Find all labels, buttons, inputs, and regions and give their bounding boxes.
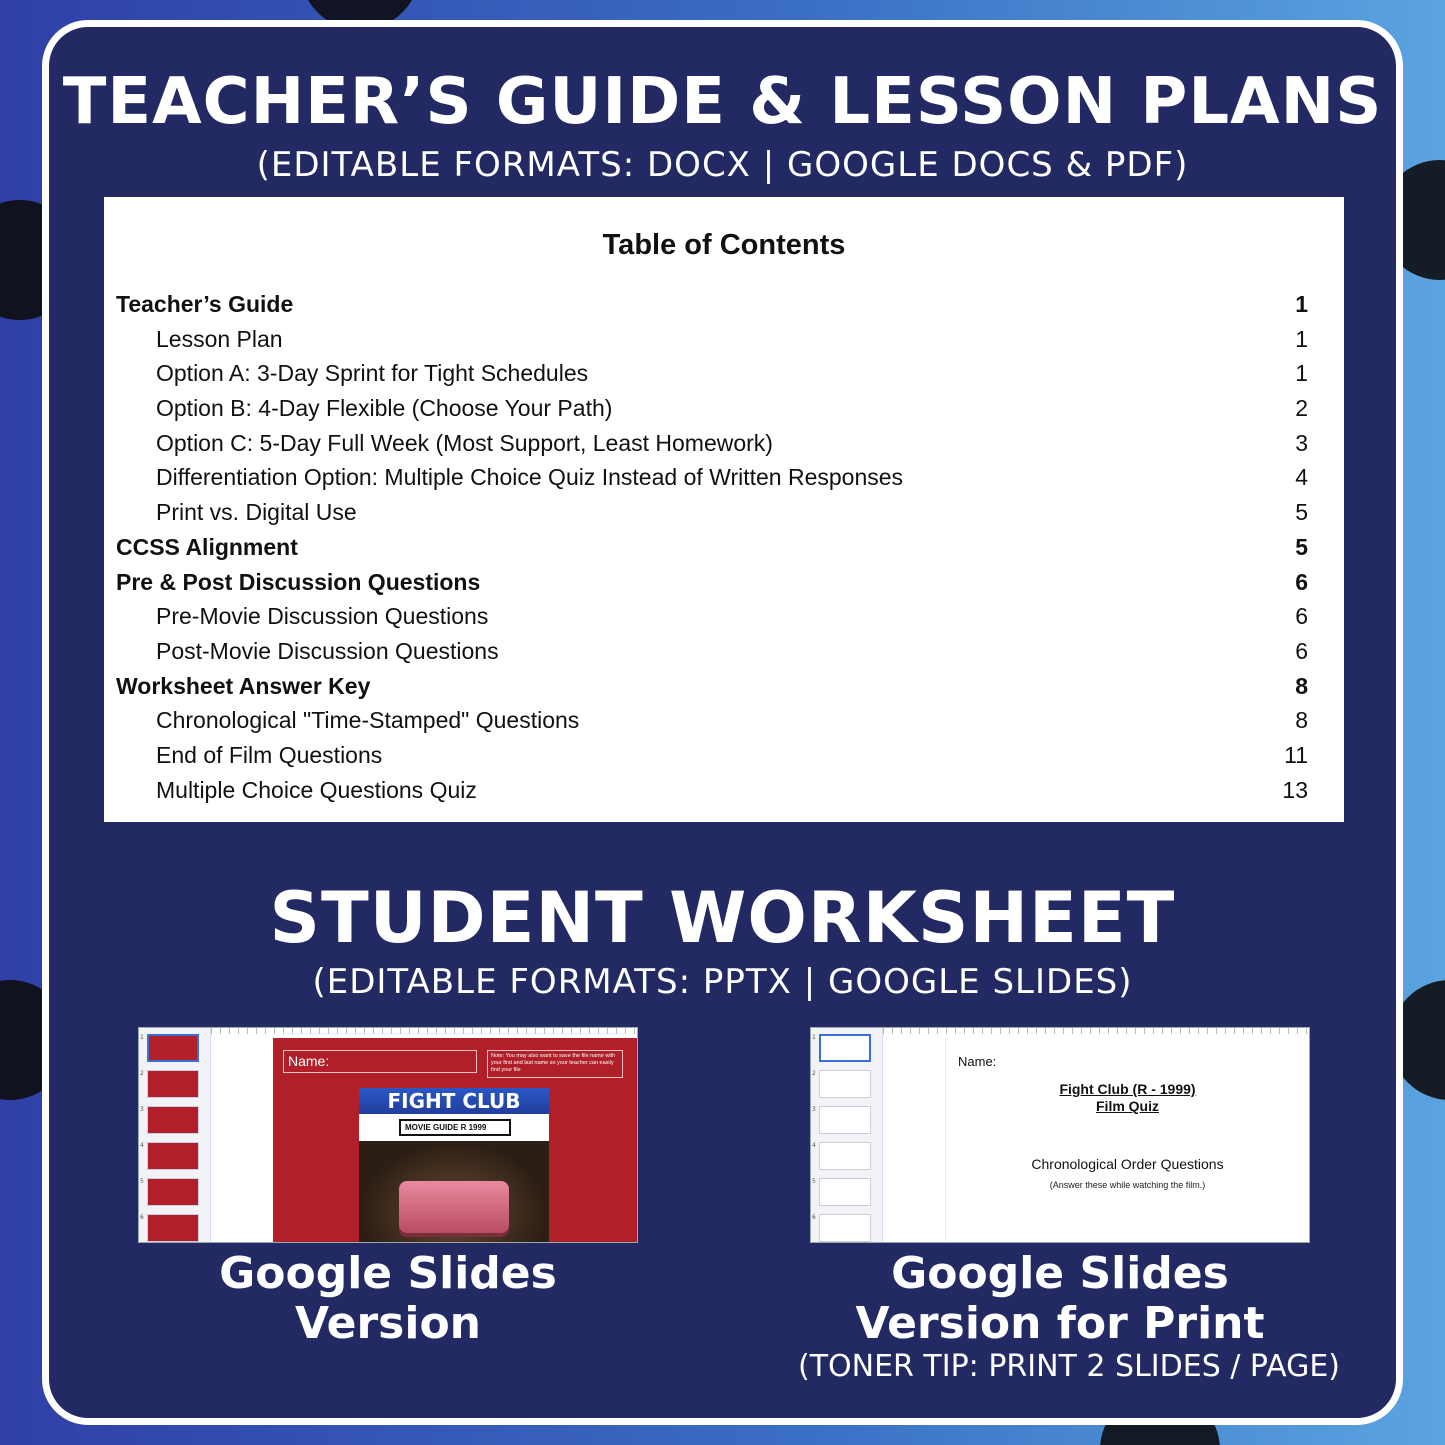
toc-title: Table of Contents: [602, 229, 846, 261]
slide-number: 2: [812, 1070, 816, 1077]
toc-entry-label: Multiple Choice Questions Quiz: [156, 776, 477, 803]
student-worksheet-title: STUDENT WORKSHEET: [269, 877, 1176, 959]
slide-thumbnail[interactable]: [147, 1178, 199, 1206]
slide-number: 1: [812, 1034, 816, 1041]
toc-entry-page: 1: [1295, 291, 1308, 317]
google-slides-caption: [108, 1249, 668, 1349]
toc-entry-label: Teacher’s Guide: [116, 291, 294, 317]
toc-entry-label: Post-Movie Discussion Questions: [156, 637, 499, 664]
toc-entry-page: 11: [1284, 741, 1308, 768]
toc-entry: [116, 426, 1308, 461]
poster-band: [359, 1114, 549, 1141]
toner-tip: (TONER TIP: PRINT 2 SLIDES / PAGE): [798, 1349, 1340, 1384]
film-title-block: [946, 1081, 1309, 1115]
toc-entry-label: Lesson Plan: [156, 325, 283, 352]
poster-title: FIGHT CLUB: [359, 1088, 549, 1114]
toc-entry-page: 2: [1295, 395, 1308, 422]
slide-canvas: [273, 1038, 637, 1243]
caption-line: Google Slides: [219, 1248, 557, 1299]
print-version-thumbnail: [810, 1027, 1310, 1243]
toc-entry: [116, 495, 1308, 530]
toc-entry-label: Print vs. Digital Use: [156, 499, 357, 526]
toc-entry-label: Pre-Movie Discussion Questions: [156, 603, 489, 630]
movie-poster: [359, 1088, 549, 1243]
name-field: Name:: [283, 1050, 477, 1073]
ruler: [211, 1028, 637, 1034]
slide-number: 1: [140, 1034, 144, 1041]
main-card: [42, 20, 1403, 1425]
section-note: (Answer these while watching the film.): [1049, 1180, 1206, 1190]
slide-thumbnail[interactable]: [819, 1214, 871, 1242]
toc-entry-label: Worksheet Answer Key: [116, 672, 371, 699]
toc-entry-page: 5: [1295, 499, 1308, 526]
toc-entry: [116, 738, 1308, 773]
teacher-guide-formats: (EDITABLE FORMATS: DOCX | GOOGLE DOCS & PDF): [256, 145, 1189, 185]
slide-thumbnail[interactable]: [147, 1214, 199, 1242]
toc-entry-page: 4: [1295, 464, 1308, 491]
toc-entry-label: Option C: 5-Day Full Week (Most Support, Least Homework): [156, 429, 773, 456]
toc-entry: [116, 391, 1308, 426]
slide-thumbnail[interactable]: [819, 1106, 871, 1134]
slide-thumbnail[interactable]: [819, 1034, 871, 1062]
toc-entry-label: Chronological "Time-Stamped" Questions: [156, 707, 580, 734]
section-heading: Chronological Order Questions: [1031, 1156, 1224, 1172]
ruler: [883, 1028, 1309, 1034]
slide-number: 6: [140, 1214, 144, 1221]
slide-filmstrip: [811, 1028, 883, 1242]
toc-entry: [116, 287, 1308, 322]
toc-entry: [116, 634, 1308, 669]
toc-entry: [116, 460, 1308, 495]
toc-entry: [116, 356, 1308, 391]
slide-thumbnail[interactable]: [147, 1142, 199, 1170]
toc-entry-page: 6: [1295, 568, 1308, 595]
slide-thumbnail[interactable]: [147, 1034, 199, 1062]
toc-entry: [116, 322, 1308, 357]
toc-entry: [116, 599, 1308, 634]
slide-number: 5: [140, 1178, 144, 1185]
table-of-contents: [104, 197, 1344, 822]
student-worksheet-formats: (EDITABLE FORMATS: PPTX | GOOGLE SLIDES): [312, 962, 1133, 1002]
toc-entry-label: Option A: 3-Day Sprint for Tight Schedules: [156, 360, 589, 387]
toc-entry-page: 3: [1295, 429, 1308, 456]
caption-line: Version for Print: [855, 1298, 1265, 1349]
name-label: Name:: [958, 1054, 997, 1069]
toc-entry: [116, 565, 1308, 600]
toc-entry: [116, 773, 1308, 808]
slide-number: 2: [140, 1070, 144, 1077]
slide-number: 3: [140, 1106, 144, 1113]
slide-number: 3: [812, 1106, 816, 1113]
save-note: Note: You may also want to save the file name with your first and last name so your teacher can easily find your file: [487, 1050, 623, 1078]
slide-canvas: [945, 1038, 1309, 1243]
slide-number: 4: [140, 1142, 144, 1149]
toc-entry-label: Option B: 4-Day Flexible (Choose Your Path): [156, 395, 613, 422]
toc-entry-page: 8: [1295, 707, 1308, 734]
toc-entry: [116, 703, 1308, 738]
toc-list: [116, 287, 1308, 807]
toc-entry-label: Differentiation Option: Multiple Choice Quiz Instead of Written Responses: [156, 464, 904, 491]
slide-thumbnail[interactable]: [819, 1070, 871, 1098]
toc-entry-page: 5: [1295, 533, 1308, 560]
caption-line: Version: [294, 1298, 481, 1349]
slide-thumbnail[interactable]: [819, 1142, 871, 1170]
toc-entry-page: 13: [1282, 776, 1308, 803]
poster-image: [359, 1141, 549, 1243]
poster-tag: MOVIE GUIDE R 1999: [399, 1119, 511, 1136]
toc-entry-page: 6: [1295, 637, 1308, 664]
toc-entry-page: 8: [1295, 672, 1308, 699]
toc-entry-page: 1: [1295, 325, 1308, 352]
quiz-title: Film Quiz: [1096, 1098, 1159, 1114]
toc-entry-label: Pre & Post Discussion Questions: [116, 568, 481, 595]
slide-thumbnail[interactable]: [147, 1106, 199, 1134]
slide-number: 4: [812, 1142, 816, 1149]
toc-entry-label: End of Film Questions: [156, 741, 383, 768]
toc-entry-page: 6: [1295, 603, 1308, 630]
slide-thumbnail[interactable]: [819, 1178, 871, 1206]
caption-line: Google Slides: [891, 1248, 1229, 1299]
google-slides-thumbnail: [138, 1027, 638, 1243]
slide-number: 5: [812, 1178, 816, 1185]
print-version-caption: [780, 1249, 1340, 1349]
slide-filmstrip: [139, 1028, 211, 1242]
toc-entry-page: 1: [1295, 360, 1308, 387]
toc-entry: [116, 530, 1308, 565]
teacher-guide-title: TEACHER’S GUIDE & LESSON PLANS: [62, 65, 1383, 139]
toc-entry-label: CCSS Alignment: [116, 533, 298, 560]
soap-bar-image: [399, 1181, 509, 1233]
film-title: Fight Club (R - 1999): [1059, 1081, 1196, 1097]
slide-thumbnail[interactable]: [147, 1070, 199, 1098]
slide-number: 6: [812, 1214, 816, 1221]
toc-entry: [116, 669, 1308, 704]
